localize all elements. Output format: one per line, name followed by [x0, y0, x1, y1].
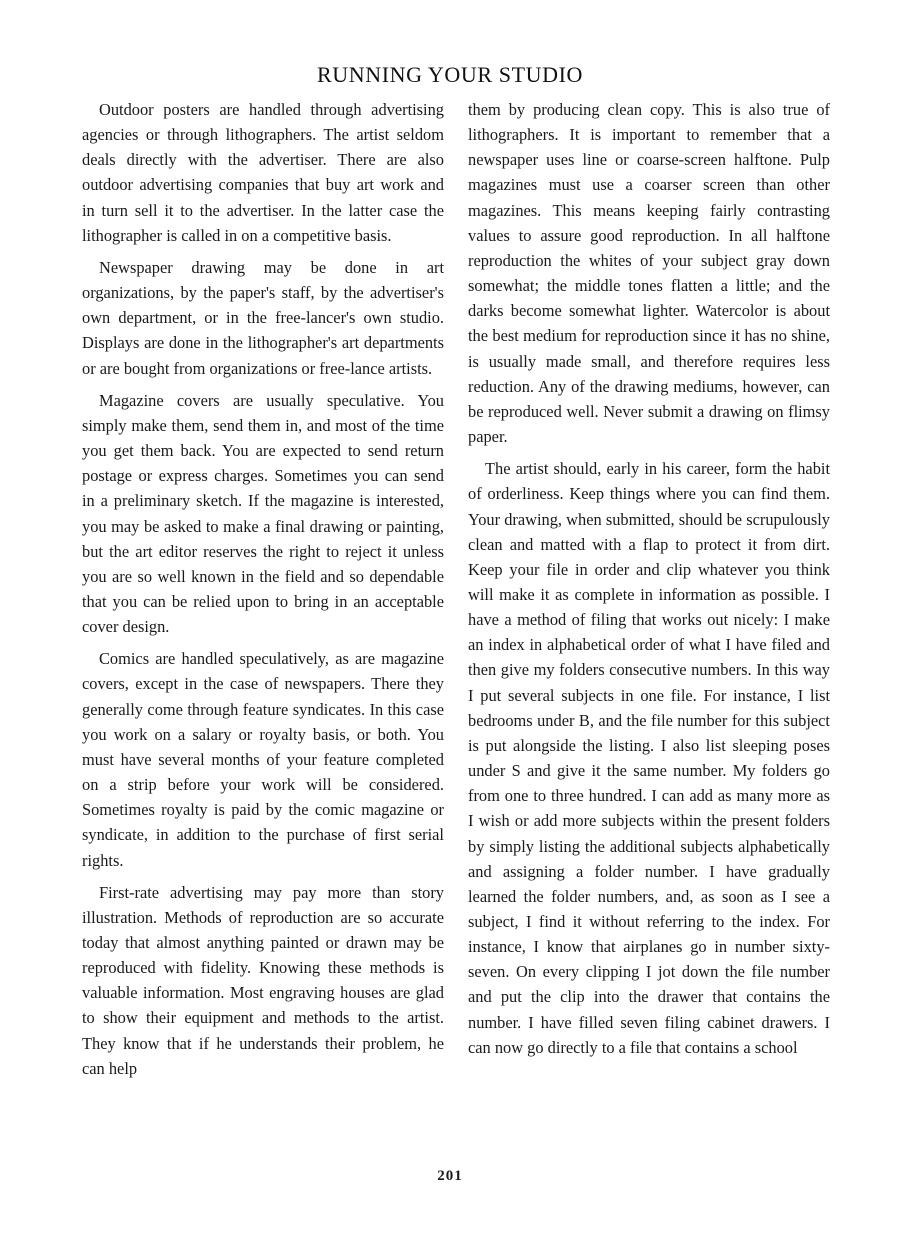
- paragraph-comics: Comics are handled speculatively, as are magazine covers, except in the case of newspapers. There they generally come through feature syndicates. In this case you work on a salary or royalty basis, or both. You must have several months of your feature completed on a strip before your work will be considered. Sometimes royalty is paid by the comic magazine or syndicate, in addition to the purchase of first serial rights.: [82, 649, 444, 870]
- left-column: [82, 97, 444, 1088]
- page-header: RUNNING YOUR STUDIO: [316, 62, 584, 87]
- paragraph-newspaper-drawing: Newspaper drawing may be done in art organizations, by the paper's staff, by the advertiser's own department, or in the free-lancer's own studio. Displays are done in the lithographer's art departments or are bought from organizations or free-lance artists.: [82, 257, 444, 378]
- page-number: 201: [437, 1168, 463, 1184]
- paragraph-first-rate-advertising: First-rate advertising may pay more than story illustration. Methods of reproduction are so accurate today that almost anything painted or drawn may be reproduced with fidelity. Knowing these methods is valuable information. Most engraving houses are glad to show their equipment and methods to the artist. They know that if he understands their problem, he can help: [82, 882, 444, 1078]
- paragraph-magazine-covers: Magazine covers are usually speculative. You simply make them, send them in, and most of the time you get them back. You are expected to send return postage or express charges. Sometimes you can send in a preliminary sketch. If the magazine is interested, you may be asked to make a final drawing or painting, but the art editor reserves the right to reject it unless you are so well known in the field and so dependable that you can be relied upon to bring in an acceptable cover design.: [82, 390, 444, 637]
- paragraph-reproduction-continued: them by producing clean copy. This is also true of lithographers. It is important to remember that a newspaper uses line or coarse-screen halftone. Pulp magazines must use a coarser screen than other magazines. This means keeping fairly contrasting values to assure good reproduction. In all halftone reproduction the whites of your subject gray down somewhat; the middle tones flatten a little; and the darks become somewhat lighter. Watercolor is about the best medium for reproduction since it has no shine, is usually made small, and therefore requires less reduction. Any of the drawing mediums, however, can be reproduced well. Never submit a drawing on flimsy paper.: [468, 100, 830, 447]
- paragraph-orderliness: The artist should, early in his career, form the habit of orderliness. Keep things where you can find them. Your drawing, when submitted, should be scrupulously clean and matted with a flap to protect it from dirt. Keep your file in order and clip whatever you think will make it as complete in information as possible. I have a method of filing that works out nicely: I make an index in alphabetical order of what I have filed and then give my folders consecutive numbers. In this way I put several subjects in one file. For instance, I list bedrooms under B, and the file number for this subject is put alongside the listing. I also list sleeping poses under S and give it the same number. My folders go from one to three hundred. I can add as many more as I wish or add more subjects within the present folders by simply listing the additional subjects alphabetically and assigning a folder number. I have gradually learned the folder numbers, and, as soon as I see a subject, I find it without referring to the index. For instance, I know that airplanes go in number sixty-seven. On every clipping I jot down the file number and put the clip into the drawer that contains the number. I have filled seven filing cabinet drawers. I can now go directly to a file that contains a school: [468, 459, 830, 1057]
- paragraph-outdoor-posters: Outdoor posters are handled through advertising agencies or through lithographers. The artist seldom deals directly with the advertiser. There are also outdoor advertising companies that buy art work and in turn sell it to the advertiser. In the latter case the lithographer is called in on a competitive basis.: [82, 100, 444, 245]
- right-column: [468, 97, 830, 1067]
